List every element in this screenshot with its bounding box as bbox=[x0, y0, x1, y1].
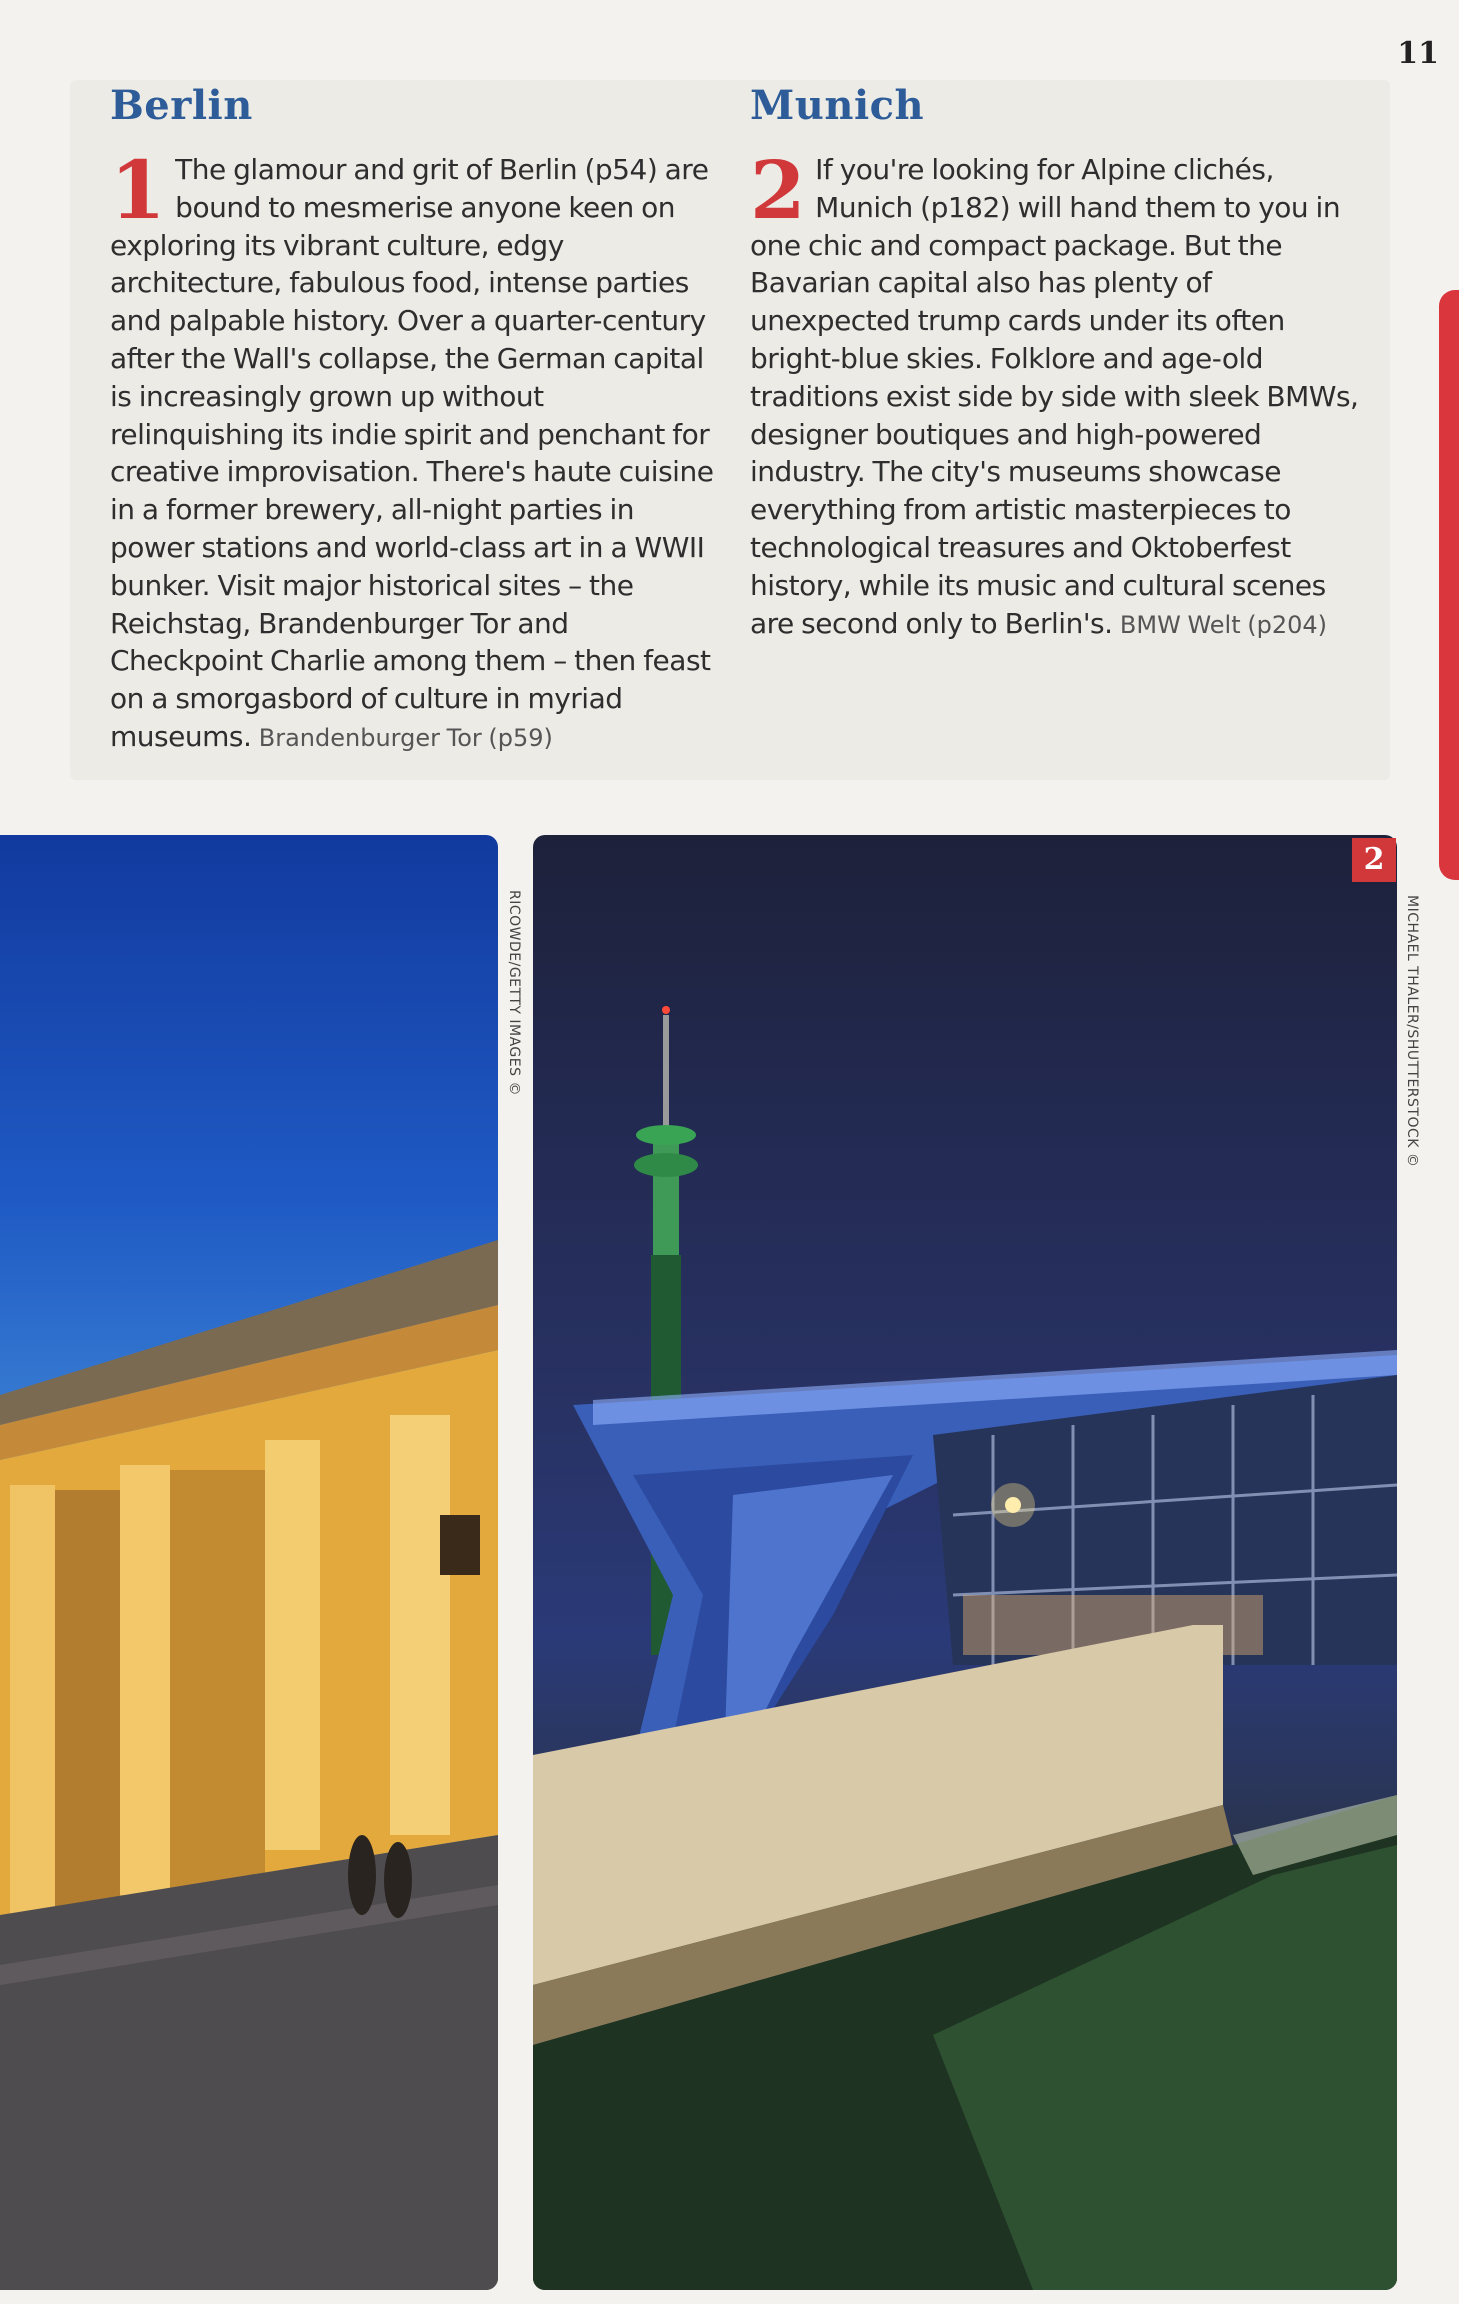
photo-caption-munich: BMW Welt (p204) bbox=[1119, 610, 1328, 639]
photo-credit-berlin: RICOWDE/GETTY IMAGES © bbox=[506, 890, 522, 1096]
body-text-berlin: The glamour and grit of Berlin (p54) are bound to mesmerise anyone keen on exploring its vibrant culture, edgy architecture, fabulous food, intense parties and palpable history. Over a quarter-century after the Wall's collapse, the German capital is increasingly grown up without relinquishing its indie spirit and penchant for creative improvisation. There's haute cuisine in a former brewery, all-night parties in power stations and world-class art in a WWII bunker. Visit major historical sites – the Reichstag, Brandenburger Tor and Checkpoint Charlie among them – then feast on a smorgasbord of culture in myriad museums. bbox=[110, 153, 714, 753]
photo-credit-munich: MICHAEL THALER/SHUTTERSTOCK © bbox=[1404, 895, 1420, 1168]
page-number: 11 bbox=[1397, 36, 1439, 71]
photo-number-badge: 2 bbox=[1352, 838, 1396, 882]
section-body-berlin bbox=[110, 143, 718, 758]
photo-bmw-welt bbox=[533, 835, 1397, 2290]
section-munich bbox=[750, 82, 1360, 644]
bmw-welt-illustration bbox=[533, 835, 1397, 2290]
section-berlin bbox=[110, 82, 718, 758]
chapter-tab-marker bbox=[1439, 290, 1459, 880]
body-text-munich: If you're looking for Alpine clichés, Munich (p182) will hand them to you in one chic and compact package. But the Bavarian capital also has plenty of unexpected trump cards under its often bright-blue skies. Folklore and age-old traditions exist side by side with sleek BMWs, designer boutiques and high-powered industry. The city's museums showcase everything from artistic masterpieces to technological treasures and Oktoberfest history, while its music and cultural scenes are second only to Berlin's. bbox=[750, 153, 1359, 640]
section-heading-munich: Munich bbox=[750, 82, 925, 129]
dropcap-number-berlin: 1 bbox=[110, 143, 166, 237]
photo-brandenburger-tor bbox=[0, 835, 498, 2290]
photo-caption-berlin: Brandenburger Tor (p59) bbox=[258, 723, 553, 752]
section-body-munich bbox=[750, 143, 1360, 644]
brandenburger-tor-illustration bbox=[0, 835, 498, 2290]
section-heading-berlin: Berlin bbox=[110, 82, 253, 129]
dropcap-number-munich: 2 bbox=[750, 143, 806, 237]
